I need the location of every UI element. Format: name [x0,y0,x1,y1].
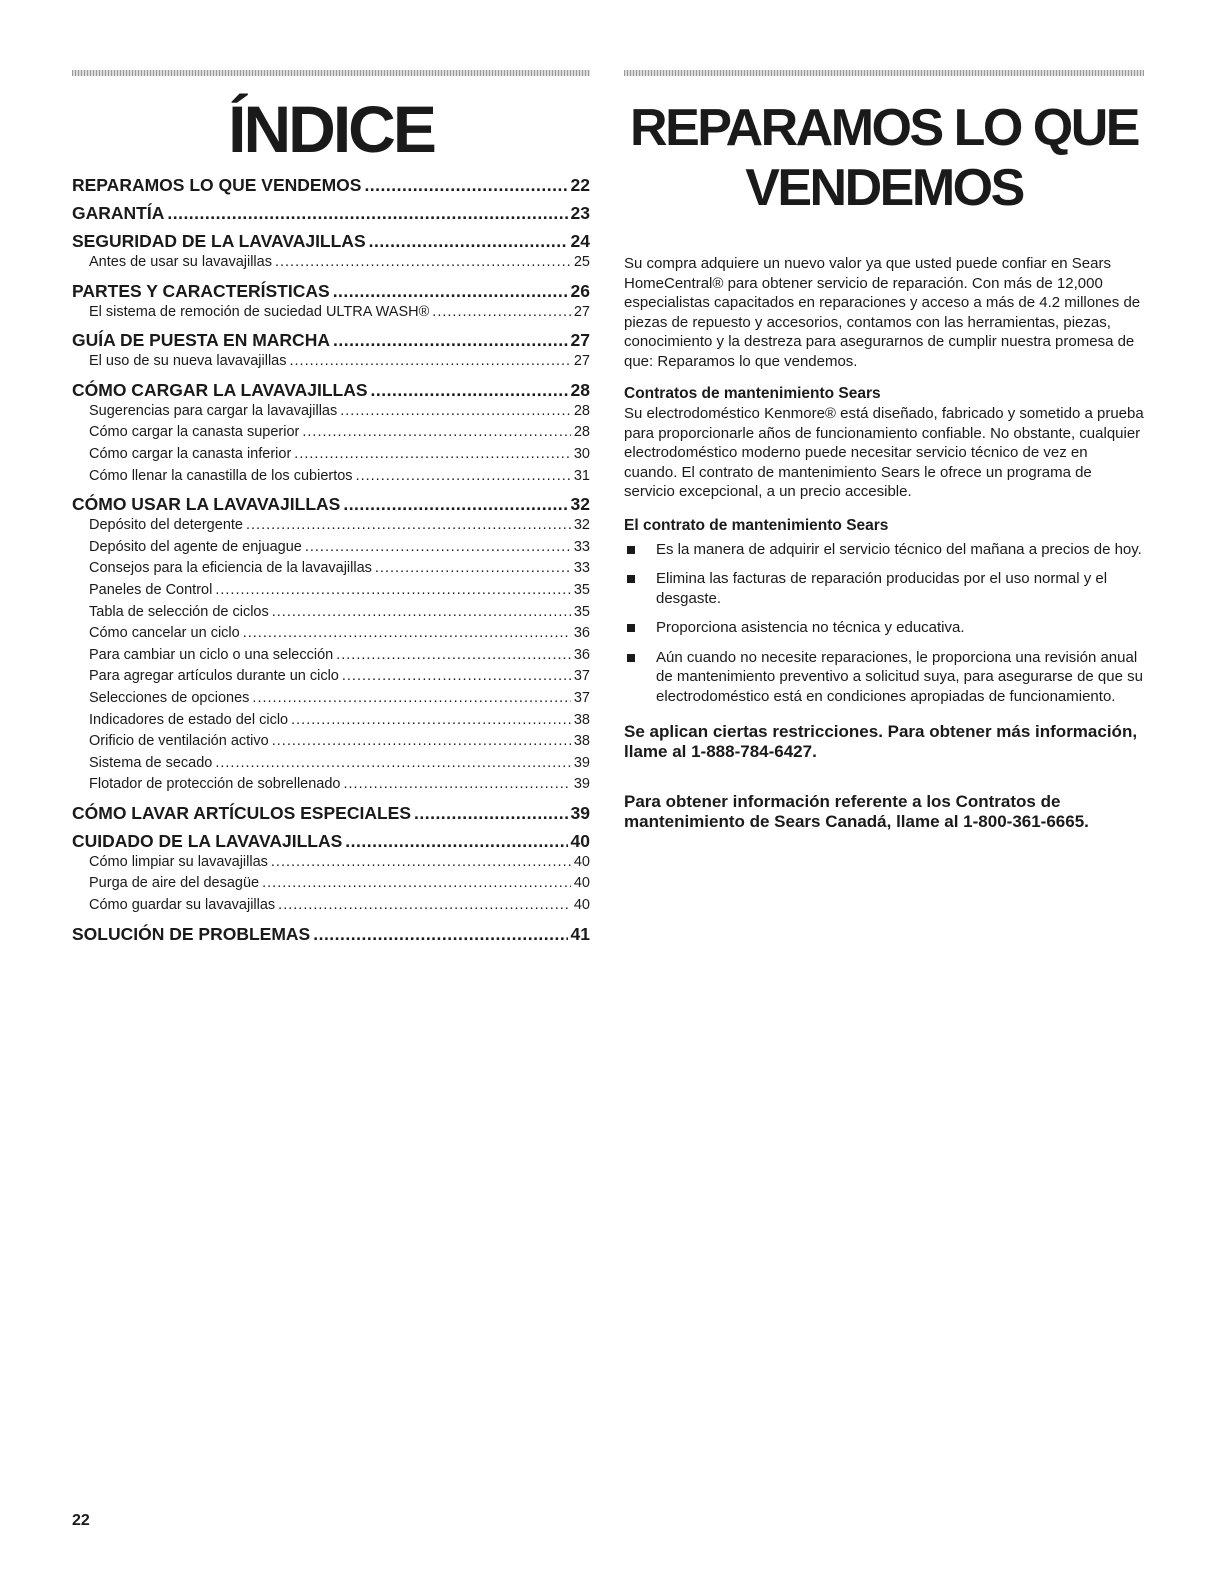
toc-entry-page: 39 [573,754,590,771]
bullet-square-icon [627,624,635,632]
toc-entry-page: 35 [573,581,590,598]
toc-entry-title: Sistema de secado [89,754,213,771]
toc-dot-leader [294,444,571,466]
toc-entry-page: 31 [573,467,590,484]
toc-section-entry [72,202,590,224]
index-column [72,70,590,945]
contract-benefits-list [624,540,1144,707]
toc-dot-leader [344,774,571,796]
toc-dot-leader [375,558,571,580]
toc-entry-title: Sugerencias para cargar la lavavajillas [89,402,338,419]
toc-entry-title: Para cambiar un ciclo o una selección [89,646,334,663]
toc-subsection-entry [72,666,590,688]
toc-entry-title: REPARAMOS LO QUE VENDEMOS [72,175,362,195]
toc-entry-page: 40 [570,830,590,851]
toc-dot-leader [291,710,571,732]
toc-subsection-entry [72,444,590,466]
toc-dot-leader [272,602,571,624]
toc-subsection-entry [72,351,590,373]
page-number: 22 [72,1512,90,1529]
list-item [624,618,1144,638]
toc-subsection-entry [72,515,590,537]
toc-dot-leader [369,230,568,252]
toc-entry-title: Cómo cargar la canasta superior [89,424,300,441]
toc-dot-leader [215,753,571,775]
toc-entry-page: 30 [573,445,590,462]
toc-entry-page: 32 [570,494,590,515]
toc-subsection-entry [72,710,590,732]
toc-entry-title: Indicadores de estado del ciclo [89,711,289,728]
contracts-paragraph: Su electrodoméstico Kenmore® está diseñado, fabricado y sometido a prueba para proporcionarle años de funcionamiento confiable. No obstante, cualquier electrodoméstico moderno puede necesitar servicio técnico de vez en cuando. El contrato de mantenimiento Sears le ofrece un programa de servicio excepcional, a un precio accesible. [624,405,1144,500]
toc-entry-page: 28 [573,424,590,441]
bullet-square-icon [627,546,635,554]
toc-dot-leader [342,666,571,688]
toc-entry-page: 23 [570,203,590,223]
toc-dot-leader [243,623,571,645]
toc-entry-title: Orificio de ventilación activo [89,733,269,750]
toc-section-entry [72,379,590,401]
toc-entry-page: 28 [570,379,590,400]
toc-dot-leader [271,852,571,874]
toc-entry-title: Consejos para la eficiencia de la lavavajillas [89,560,372,577]
toc-subsection-entry [72,466,590,488]
toc-section-entry [72,280,590,302]
toc-entry-title: Cómo guardar su lavavajillas [89,897,276,914]
intro-paragraph: Su compra adquiere un nuevo valor ya que usted puede confiar en Sears HomeCentral® para obtener servicio de reparación. Con más de 12,000 especialistas capacitados en reparaciones y acceso a más de 4.2 millones de piezas de repuesto y accesorios, contamos con las herramientas, piezas, conocimiento y la destreza para asegurarnos de cumplir nuestra promesa de que: Reparamos lo que vendemos. [624,255,1141,370]
toc-subsection-entry [72,873,590,895]
toc-dot-leader [272,731,571,753]
toc-dot-leader [432,302,571,324]
toc-dot-leader [252,688,570,710]
toc-entry-page: 38 [573,733,590,750]
toc-dot-leader [262,873,571,895]
toc-entry-title: Purga de aire del desagüe [89,875,260,892]
toc-entry-page: 37 [573,668,590,685]
toc-entry-page: 28 [573,402,590,419]
list-item [624,540,1144,560]
toc-entry-title: Depósito del agente de enjuague [89,538,302,555]
toc-entry-title: Flotador de protección de sobrellenado [89,776,341,793]
toc-entry-page: 32 [573,517,590,534]
list-item [624,569,1144,608]
toc-entry-title: Cómo limpiar su lavavajillas [89,853,268,870]
toc-dot-leader [313,923,567,945]
restrictions-note: Se aplican ciertas restricciones. Para obtener más información, llame al 1-888-784-6427. [624,722,1138,761]
toc-section-entry [72,923,590,945]
top-rule-right [624,70,1144,76]
toc-entry-title: PARTES Y CARACTERÍSTICAS [72,280,330,301]
toc-dot-leader [336,645,571,667]
toc-entry-title: Cómo llenar la canastilla de los cubiertos [89,467,353,484]
toc-dot-leader [414,802,568,824]
toc-dot-leader [364,174,567,196]
toc-subsection-entry [72,302,590,324]
list-item-text: Aún cuando no necesite reparaciones, le proporciona una revisión anual de mantenimiento preventivo a solicitud suya, para asegurarse de que su electrodoméstico está en condiciones apropiadas de funcionamiento. [656,648,1143,705]
toc-entry-page: 39 [570,802,590,823]
index-title: ÍNDICE [228,92,434,166]
toc-entry-title: Cómo cancelar un ciclo [89,625,240,642]
toc-entry-page: 36 [573,646,590,663]
toc-dot-leader [246,515,571,537]
toc-entry-page: 36 [573,625,590,642]
toc-entry-page: 40 [573,897,590,914]
toc-entry-title: CÓMO LAVAR ARTÍCULOS ESPECIALES [72,802,411,823]
toc-subsection-entry [72,537,590,559]
toc-dot-leader [289,351,570,373]
toc-subsection-entry [72,852,590,874]
toc-dot-leader [215,580,571,602]
toc-subsection-entry [72,401,590,423]
toc-entry-page: 26 [570,280,590,301]
contracts-heading: Contratos de mantenimiento Sears [624,385,881,402]
toc-entry-title: Depósito del detergente [89,517,243,534]
toc-dot-leader [356,466,571,488]
toc-entry-title: CUIDADO DE LA LAVAVAJILLAS [72,830,343,851]
toc-subsection-entry [72,774,590,796]
toc-section-entry [72,174,590,196]
toc-dot-leader [371,379,568,401]
toc-subsection-entry [72,688,590,710]
contract-heading: El contrato de mantenimiento Sears [624,516,889,534]
toc-section-entry [72,329,590,351]
toc-entry-page: 40 [573,853,590,870]
toc-entry-title: Selecciones de opciones [89,689,250,706]
toc-entry-page: 37 [573,689,590,706]
toc-dot-leader [333,280,568,302]
toc-entry-page: 25 [573,254,590,270]
canada-contracts-note: Para obtener información referente a los Contratos de mantenimiento de Sears Canadá, llame al 1-800-361-6665. [624,792,1089,831]
toc-entry-title: Para agregar artículos durante un ciclo [89,668,339,685]
toc-subsection-entry [72,558,590,580]
toc-dot-leader [340,401,571,423]
toc-entry-page: 33 [573,560,590,577]
toc-dot-leader [305,537,571,559]
toc-subsection-entry [72,623,590,645]
table-of-contents [72,174,590,945]
repair-title-line2: VENDEMOS [745,159,1023,217]
toc-entry-page: 22 [570,175,590,195]
toc-subsection-entry [72,753,590,775]
toc-section-entry [72,830,590,852]
toc-subsection-entry [72,645,590,667]
toc-dot-leader [343,493,567,515]
toc-entry-page: 24 [570,231,590,251]
toc-entry-title: El uso de su nueva lavavajillas [89,353,287,370]
toc-entry-page: 27 [573,353,590,370]
top-rule-left [72,70,590,76]
toc-subsection-entry [72,252,590,274]
toc-entry-title: GARANTÍA [72,203,165,223]
toc-subsection-entry [72,422,590,444]
list-item [624,648,1144,707]
toc-entry-title: GUÍA DE PUESTA EN MARCHA [72,330,330,351]
toc-entry-title: CÓMO USAR LA LAVAVAJILLAS [72,494,341,515]
toc-entry-title: CÓMO CARGAR LA LAVAVAJILLAS [72,379,368,400]
toc-dot-leader [345,830,567,852]
toc-subsection-entry [72,602,590,624]
toc-entry-title: SEGURIDAD DE LA LAVAVAJILLAS [72,231,366,251]
toc-entry-title: El sistema de remoción de suciedad ULTRA WASH® [89,303,430,320]
toc-section-entry [72,230,590,252]
list-item-text: Proporciona asistencia no técnica y educativa. [656,619,965,636]
toc-entry-title: Cómo cargar la canasta inferior [89,445,292,462]
toc-dot-leader [278,895,571,917]
bullet-square-icon [627,654,635,662]
toc-dot-leader [302,422,571,444]
toc-entry-page: 39 [573,776,590,793]
toc-dot-leader [275,252,571,274]
toc-entry-title: Paneles de Control [89,581,213,598]
repair-title [624,84,1144,218]
toc-subsection-entry [72,580,590,602]
toc-entry-page: 35 [573,603,590,620]
toc-subsection-entry [72,895,590,917]
toc-section-entry [72,802,590,824]
toc-entry-page: 27 [573,303,590,320]
list-item-text: Elimina las facturas de reparación producidas por el uso normal y el desgaste. [656,570,1108,607]
bullet-square-icon [627,575,635,583]
toc-entry-page: 33 [573,538,590,555]
toc-section-entry [72,493,590,515]
toc-entry-title: SOLUCIÓN DE PROBLEMAS [72,923,311,944]
repair-title-line1: REPARAMOS LO QUE [630,99,1138,157]
toc-entry-page: 41 [570,923,590,944]
toc-entry-title: Antes de usar su lavavajillas [89,254,272,270]
toc-entry-page: 27 [570,330,590,351]
list-item-text: Es la manera de adquirir el servicio técnico del mañana a precios de hoy. [656,540,1142,558]
toc-entry-title: Tabla de selección de ciclos [89,603,269,620]
toc-subsection-entry [72,731,590,753]
toc-dot-leader [333,329,568,351]
toc-dot-leader [167,202,567,224]
toc-entry-page: 38 [573,711,590,728]
repair-column [624,70,1144,832]
toc-entry-page: 40 [573,875,590,892]
